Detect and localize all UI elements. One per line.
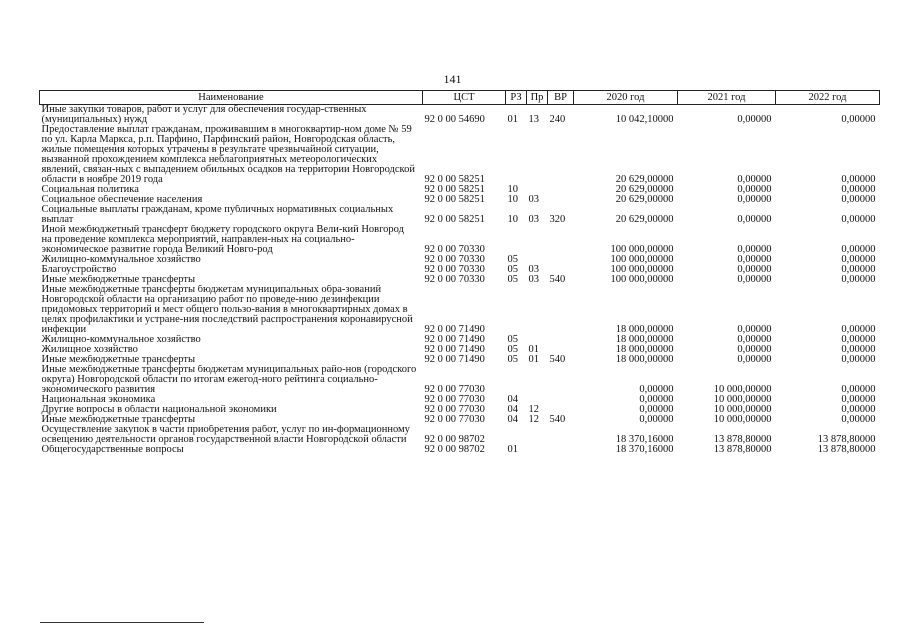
table-row	[40, 395, 880, 405]
row-vr	[548, 335, 574, 345]
row-pr	[527, 225, 548, 255]
row-cst: 92 0 00 71490	[424, 355, 485, 365]
table-row	[40, 335, 880, 345]
table-row	[40, 265, 880, 275]
row-name: Иной межбюджетный трансферт бюджету городского округа Вели-кий Новгород на проведение комплекса мероприятий, направлен-ных на социально-экономическое развитие города Великий Новго-род	[41, 225, 404, 255]
row-2020: 0,00000	[639, 415, 674, 425]
row-rz	[506, 365, 527, 395]
row-2020: 100 000,00000	[610, 244, 674, 255]
row-2020: 20 629,00000	[615, 195, 674, 205]
row-name: Социальные выплаты гражданам, кроме публичных нормативных социальных выплат	[41, 205, 394, 225]
row-rz: 01	[507, 114, 518, 125]
row-cst: 92 0 00 77030	[424, 405, 485, 415]
row-name: Национальная экономика	[41, 395, 156, 405]
row-cst: 92 0 00 54690	[424, 114, 485, 125]
row-2022: 0,00000	[841, 195, 876, 205]
table-row	[40, 355, 880, 365]
row-vr: 540	[549, 275, 566, 285]
row-cst: 92 0 00 70330	[424, 244, 485, 255]
row-pr	[527, 125, 548, 185]
row-vr: 240	[549, 114, 566, 125]
row-name: Социальная политика	[41, 185, 139, 195]
row-pr: 03	[528, 195, 539, 205]
table-row	[40, 195, 880, 205]
row-rz	[506, 225, 527, 255]
row-2021: 0,00000	[737, 355, 772, 365]
table-row	[40, 285, 880, 335]
table-row	[40, 105, 880, 126]
row-pr: 12	[528, 415, 539, 425]
row-2022: 0,00000	[841, 415, 876, 425]
row-vr	[548, 125, 574, 185]
row-2022: 0,00000	[841, 384, 876, 395]
table-row	[40, 415, 880, 425]
row-name: Жилищное хозяйство	[41, 345, 138, 355]
row-2021: 0,00000	[737, 345, 772, 355]
row-2021: 10 000,00000	[713, 405, 772, 415]
row-2020: 20 629,00000	[615, 214, 674, 225]
row-2020: 18 000,00000	[615, 345, 674, 355]
row-cst: 92 0 00 77030	[424, 395, 485, 405]
row-2020: 18 370,16000	[615, 445, 674, 455]
row-vr	[548, 265, 574, 275]
budget-table	[39, 90, 880, 455]
row-2021: 13 878,80000	[713, 434, 772, 445]
row-2022: 0,00000	[841, 174, 876, 185]
table-header-row	[40, 91, 880, 105]
row-2020: 100 000,00000	[610, 275, 674, 285]
row-pr	[527, 365, 548, 395]
table-row	[40, 365, 880, 395]
row-name: Осуществление закупок в части приобретения работ, услуг по ин-формационному освещению деятельности органов государственной власти Новгородской области	[41, 425, 410, 445]
row-rz	[506, 285, 527, 335]
row-2021: 13 878,80000	[713, 445, 772, 455]
row-name: Предоставление выплат гражданам, проживавшим в многоквартир-ном доме № 59 по ул. Карла Маркса, р.п. Парфино, Парфинский район, Новгородская область, жилые помещения которых утрачены в результате чрезвычайной ситуации, вызванной прохождением комплекса неблагоприятных метеорологических явлений, связан-ных с выпадением обильных осадков на территории Новгородской области в ноябре 2019 года	[41, 125, 415, 185]
row-name: Жилищно-коммунальное хозяйство	[41, 335, 201, 345]
row-name: Иные межбюджетные трансферты	[41, 355, 196, 365]
row-vr	[548, 225, 574, 255]
row-name: Иные межбюджетные трансферты	[41, 415, 196, 425]
row-2021: 0,00000	[737, 214, 772, 225]
row-rz: 10	[507, 214, 518, 225]
row-name: Благоустройство	[41, 265, 117, 275]
row-rz: 05	[507, 275, 518, 285]
row-pr	[527, 395, 548, 405]
row-vr: 540	[549, 355, 566, 365]
row-rz: 04	[507, 405, 518, 415]
row-name: Иные межбюджетные трансферты бюджетам муниципальных обра-зований Новгородской области на организацию работ по проведе-нию дезинфекции придомовых территорий и мест общего пользо-вания в многоквартирных домах в целях профилактики и устране-ния последствий распространения коронавирусной инфекции	[41, 285, 413, 335]
row-2020: 0,00000	[639, 384, 674, 395]
row-cst: 92 0 00 71490	[424, 345, 485, 355]
footnote-divider	[40, 622, 204, 623]
table-row	[40, 345, 880, 355]
row-2021: 10 000,00000	[713, 384, 772, 395]
row-pr	[527, 185, 548, 195]
row-2021: 0,00000	[737, 335, 772, 345]
row-pr	[527, 335, 548, 345]
row-2022: 0,00000	[841, 255, 876, 265]
row-vr: 320	[549, 214, 566, 225]
table-row	[40, 205, 880, 225]
page-number: 141	[443, 72, 462, 86]
row-2021: 10 000,00000	[713, 395, 772, 405]
row-2021: 10 000,00000	[713, 415, 772, 425]
row-vr	[548, 255, 574, 265]
row-rz: 05	[507, 335, 518, 345]
row-name: Другие вопросы в области национальной экономики	[41, 405, 277, 415]
row-2020: 20 629,00000	[615, 185, 674, 195]
row-name: Социальное обеспечение населения	[41, 195, 203, 205]
row-rz: 05	[507, 255, 518, 265]
row-2022: 13 878,80000	[817, 434, 876, 445]
row-2021: 0,00000	[737, 244, 772, 255]
table-row	[40, 275, 880, 285]
header-rz: РЗ	[506, 91, 527, 105]
row-2022: 0,00000	[841, 355, 876, 365]
row-2020: 0,00000	[639, 395, 674, 405]
row-pr: 01	[528, 355, 539, 365]
table-row	[40, 225, 880, 255]
row-2022: 0,00000	[841, 214, 876, 225]
row-2021: 0,00000	[737, 185, 772, 195]
row-rz: 05	[507, 355, 518, 365]
row-pr: 12	[528, 405, 539, 415]
row-name: Общегосударственные вопросы	[41, 445, 184, 455]
row-cst: 92 0 00 58251	[424, 174, 485, 185]
row-rz: 04	[507, 395, 518, 405]
header-2022: 2022 год	[776, 91, 880, 105]
row-rz: 05	[507, 265, 518, 275]
row-2022: 0,00000	[841, 405, 876, 415]
table-row	[40, 185, 880, 195]
table-row	[40, 425, 880, 445]
header-name: Наименование	[40, 91, 423, 105]
row-rz	[506, 425, 527, 445]
row-2020: 18 000,00000	[615, 324, 674, 335]
row-2022: 0,00000	[841, 324, 876, 335]
row-2021: 0,00000	[737, 275, 772, 285]
row-cst: 92 0 00 70330	[424, 265, 485, 275]
row-2022: 0,00000	[841, 335, 876, 345]
row-vr	[548, 395, 574, 405]
table-row	[40, 405, 880, 415]
table-row	[40, 255, 880, 265]
row-cst: 92 0 00 70330	[424, 275, 485, 285]
row-name: Иные закупки товаров, работ и услуг для обеспечения государ-ственных (муниципальных) нужд	[41, 104, 367, 125]
row-2022: 13 878,80000	[817, 445, 876, 455]
row-pr: 13	[528, 114, 539, 125]
table-row	[40, 445, 880, 455]
row-cst: 92 0 00 71490	[424, 324, 485, 335]
row-pr: 01	[528, 345, 539, 355]
row-cst: 92 0 00 77030	[424, 415, 485, 425]
row-2020: 20 629,00000	[615, 174, 674, 185]
row-2021: 0,00000	[737, 324, 772, 335]
row-cst: 92 0 00 98702	[424, 445, 485, 455]
row-vr	[548, 195, 574, 205]
row-pr: 03	[528, 214, 539, 225]
row-2021: 0,00000	[737, 265, 772, 275]
row-rz	[506, 125, 527, 185]
row-2021: 0,00000	[737, 255, 772, 265]
row-2021: 0,00000	[737, 174, 772, 185]
row-2020: 0,00000	[639, 405, 674, 415]
row-vr	[548, 445, 574, 455]
row-vr	[548, 345, 574, 355]
row-2020: 18 370,16000	[615, 434, 674, 445]
row-2020: 100 000,00000	[610, 265, 674, 275]
row-2022: 0,00000	[841, 185, 876, 195]
row-pr	[527, 285, 548, 335]
row-2021: 0,00000	[737, 114, 772, 125]
row-cst: 92 0 00 70330	[424, 255, 485, 265]
table-body	[40, 105, 880, 456]
header-cst: ЦСТ	[423, 91, 506, 105]
row-2022: 0,00000	[841, 114, 876, 125]
table-row	[40, 125, 880, 185]
row-rz: 04	[507, 415, 518, 425]
row-pr	[527, 255, 548, 265]
row-2022: 0,00000	[841, 244, 876, 255]
row-vr	[548, 425, 574, 445]
row-2022: 0,00000	[841, 345, 876, 355]
row-vr	[548, 285, 574, 335]
row-2022: 0,00000	[841, 275, 876, 285]
row-2020: 18 000,00000	[615, 335, 674, 345]
row-2020: 18 000,00000	[615, 355, 674, 365]
header-2020: 2020 год	[574, 91, 678, 105]
row-pr: 03	[528, 265, 539, 275]
row-cst: 92 0 00 58251	[424, 214, 485, 225]
row-rz: 01	[507, 445, 518, 455]
row-pr	[527, 445, 548, 455]
row-cst: 92 0 00 77030	[424, 384, 485, 395]
row-rz: 10	[507, 185, 518, 195]
row-2022: 0,00000	[841, 395, 876, 405]
row-pr: 03	[528, 275, 539, 285]
header-pr: Пр	[527, 91, 548, 105]
row-name: Жилищно-коммунальное хозяйство	[41, 255, 201, 265]
row-cst: 92 0 00 58251	[424, 195, 485, 205]
row-pr	[527, 425, 548, 445]
row-rz: 10	[507, 195, 518, 205]
row-cst: 92 0 00 58251	[424, 185, 485, 195]
row-2020: 10 042,10000	[615, 114, 674, 125]
row-vr	[548, 185, 574, 195]
row-name: Иные межбюджетные трансферты бюджетам муниципальных райо-нов (городского округа) Новгородской области по итогам ежегод-ного рейтинга социально-экономического развития	[41, 365, 417, 395]
row-vr	[548, 405, 574, 415]
row-2020: 100 000,00000	[610, 255, 674, 265]
row-rz: 05	[507, 345, 518, 355]
row-vr	[548, 365, 574, 395]
row-cst: 92 0 00 98702	[424, 434, 485, 445]
row-2021: 0,00000	[737, 195, 772, 205]
header-2021: 2021 год	[678, 91, 776, 105]
row-name: Иные межбюджетные трансферты	[41, 275, 196, 285]
row-2022: 0,00000	[841, 265, 876, 275]
header-vr: ВР	[548, 91, 574, 105]
row-cst: 92 0 00 71490	[424, 335, 485, 345]
row-vr: 540	[549, 415, 566, 425]
